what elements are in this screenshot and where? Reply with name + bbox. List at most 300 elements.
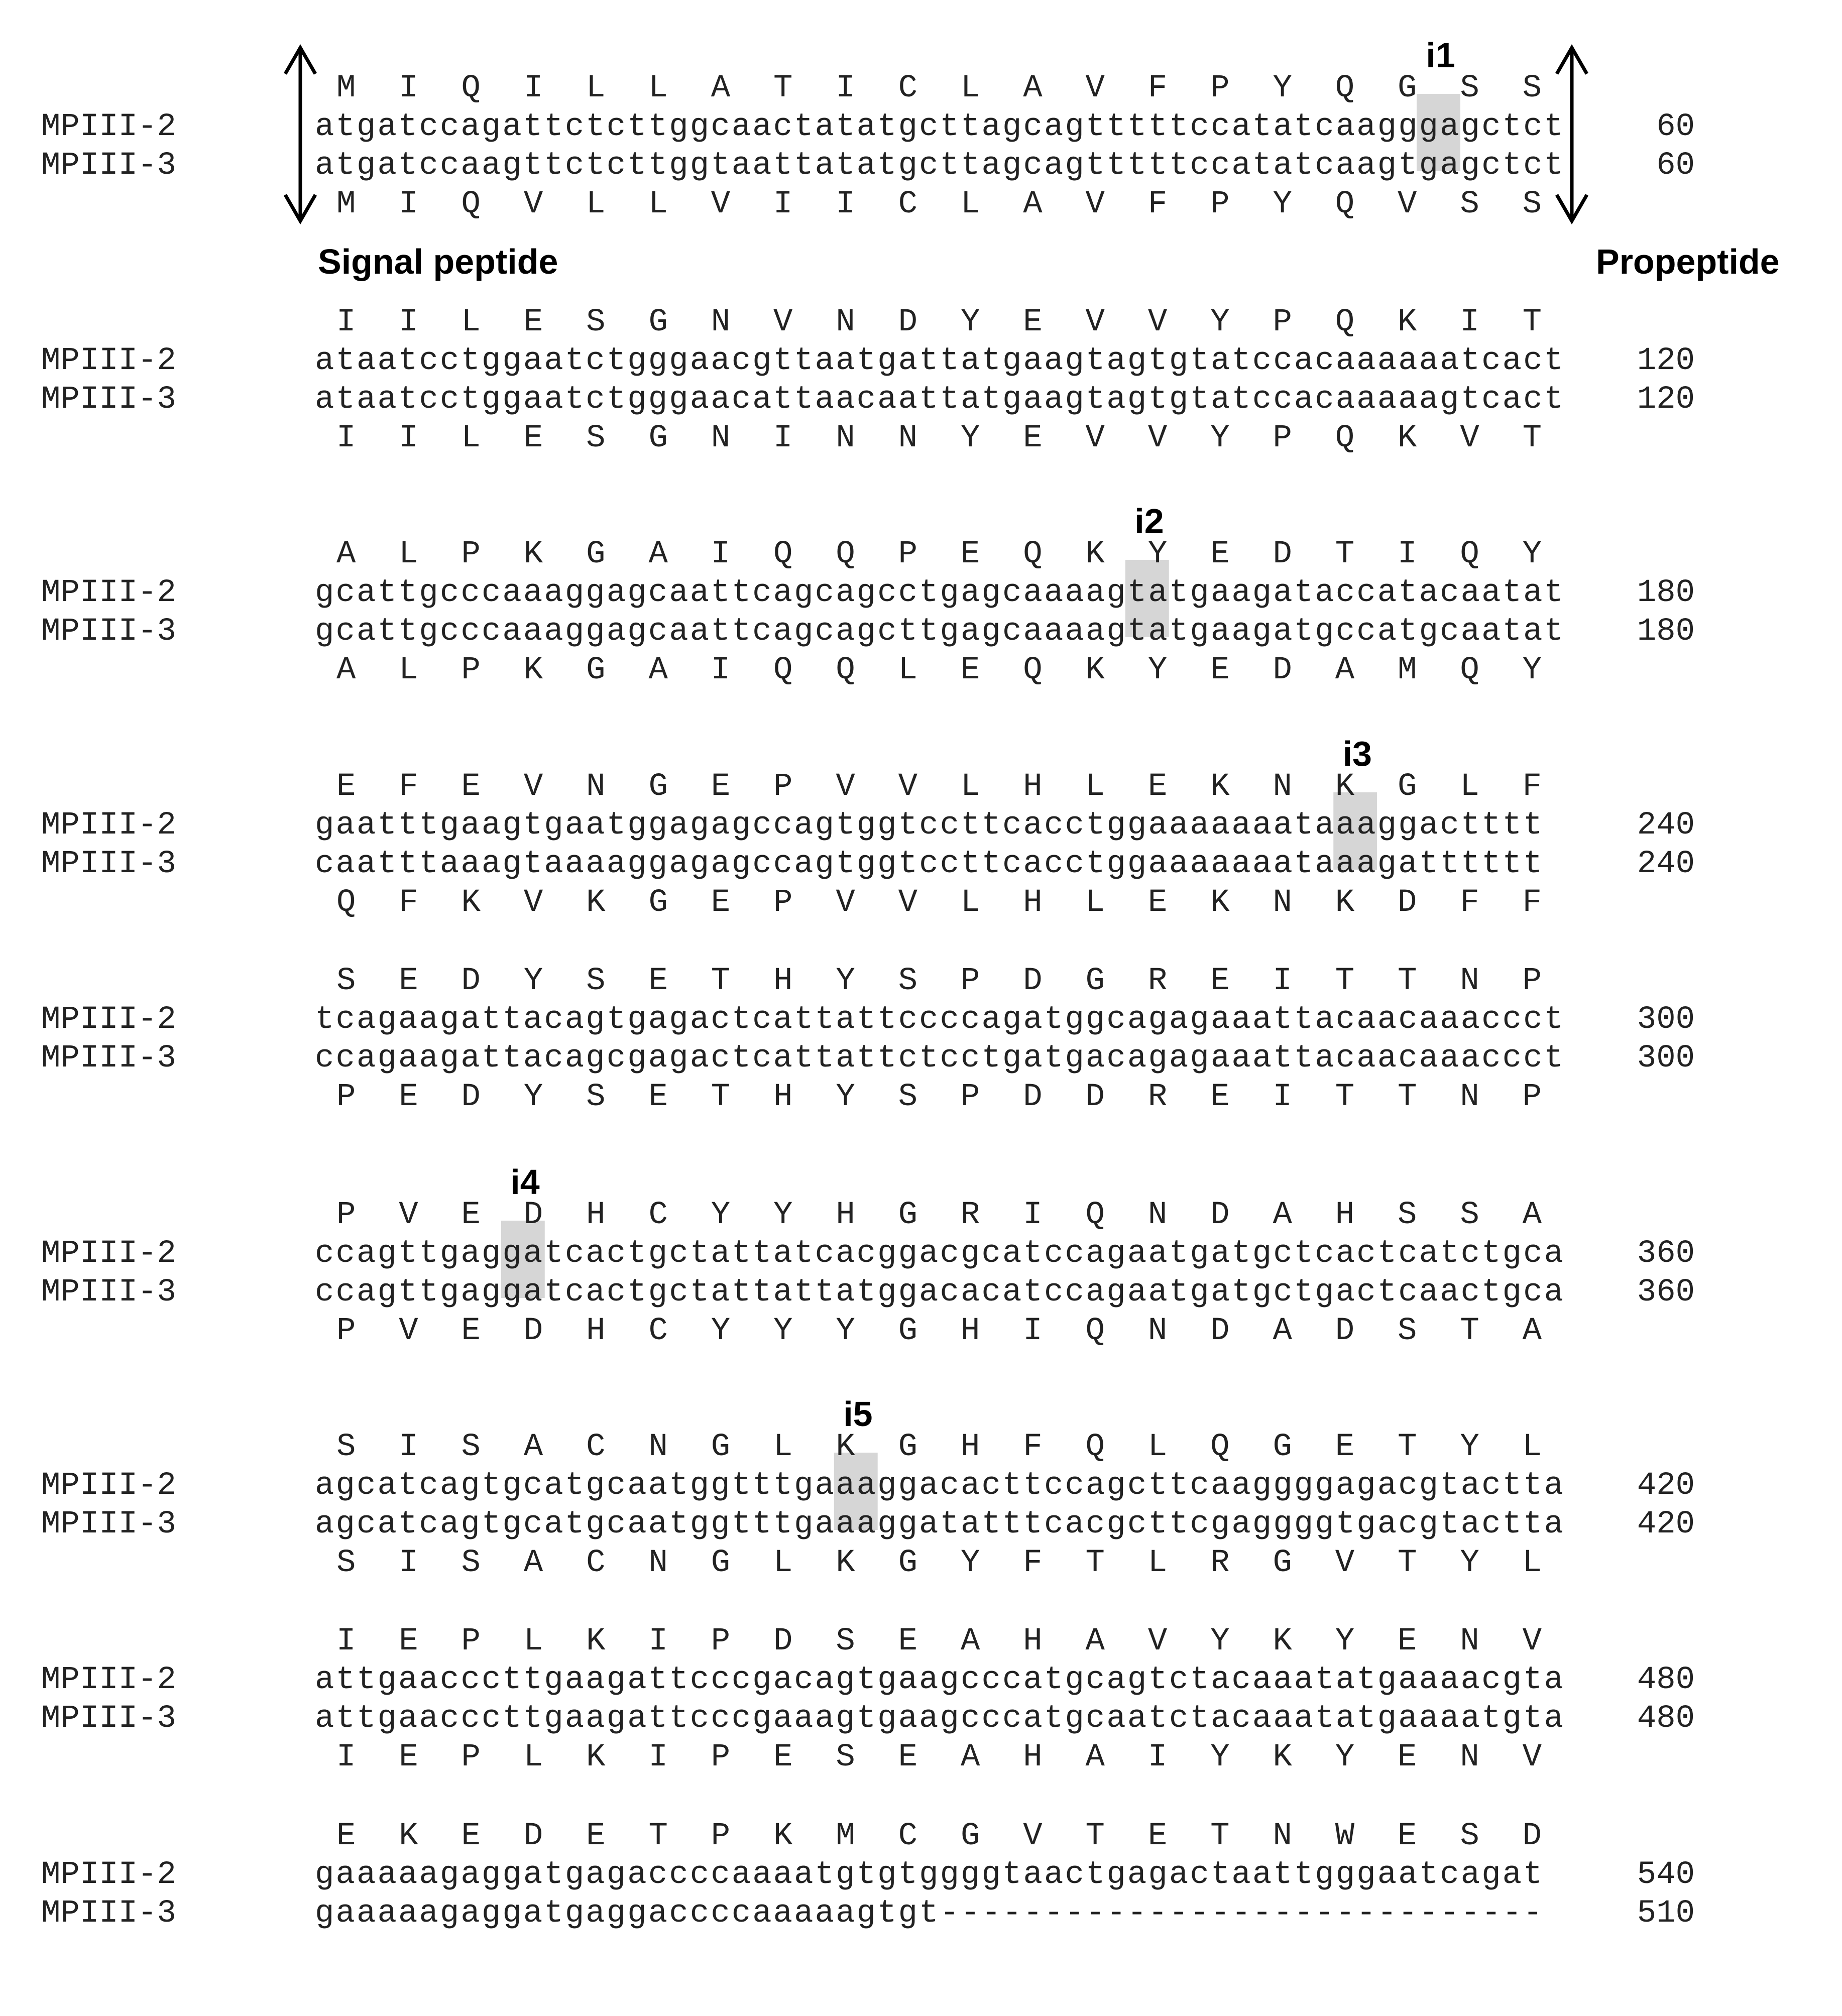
amino-acid: V: [523, 885, 543, 921]
amino-acid-row-bottom: [336, 652, 1542, 688]
amino-acid: A: [960, 1623, 980, 1659]
amino-acid: Y: [1335, 1739, 1355, 1775]
amino-acid: D: [898, 304, 918, 340]
amino-acid: F: [1023, 1429, 1043, 1465]
amino-acid: E: [586, 1818, 606, 1854]
propeptide-label: Propeptide: [1596, 242, 1780, 281]
amino-acid: A: [336, 652, 356, 688]
amino-acid: L: [648, 186, 668, 222]
amino-acid: G: [711, 1545, 731, 1581]
amino-acid: E: [461, 1197, 481, 1233]
amino-acid: V: [836, 885, 855, 921]
amino-acid: V: [523, 186, 543, 222]
amino-acid: K: [523, 652, 543, 688]
nucleotide-sequence: gaaaaagaggatgaggaccccaaaaagtgt-----------------------------: [315, 1895, 1543, 1932]
amino-acid: P: [711, 1623, 731, 1659]
amino-acid: P: [1522, 963, 1542, 999]
amino-acid: P: [461, 652, 481, 688]
amino-acid: P: [461, 1739, 481, 1775]
amino-acid-row-bottom: [336, 1313, 1542, 1349]
amino-acid: S: [1522, 186, 1542, 222]
amino-acid: I: [399, 186, 418, 222]
amino-acid: C: [898, 1818, 918, 1854]
amino-acid: P: [1210, 186, 1230, 222]
amino-acid: K: [773, 1818, 793, 1854]
amino-acid: A: [1085, 1623, 1105, 1659]
amino-acid: H: [1023, 1739, 1043, 1775]
amino-acid: S: [898, 963, 918, 999]
amino-acid: L: [1147, 1545, 1168, 1581]
amino-acid: L: [773, 1429, 793, 1465]
amino-acid: Y: [773, 1197, 793, 1233]
amino-acid: L: [1085, 769, 1105, 805]
alignment-block-5: [41, 963, 1695, 1115]
amino-acid: Q: [1335, 420, 1355, 456]
amino-acid: A: [648, 536, 668, 572]
amino-acid: F: [399, 885, 418, 921]
amino-acid: Y: [1522, 536, 1542, 572]
amino-acid: P: [1273, 420, 1292, 456]
amino-acid: T: [1522, 304, 1542, 340]
amino-acid: C: [898, 186, 918, 222]
amino-acid: S: [836, 1623, 855, 1659]
position-number: 120: [1637, 343, 1695, 379]
amino-acid: S: [586, 963, 606, 999]
amino-acid: Y: [1210, 1739, 1230, 1775]
position-number: 60: [1656, 109, 1695, 145]
nucleotide-sequence: gcattgcccaaaggagcaattcagcagcttgagcaaaagtatgaagatgccatgcaatat: [315, 614, 1563, 650]
amino-acid: D: [1398, 885, 1417, 921]
amino-acid: V: [1085, 70, 1105, 106]
amino-acid: P: [461, 536, 481, 572]
signal-peptide-arrow: [285, 48, 315, 221]
amino-acid: Y: [711, 1197, 731, 1233]
amino-acid: Q: [1085, 1429, 1105, 1465]
amino-acid: Y: [960, 420, 980, 456]
amino-acid: I: [523, 70, 543, 106]
amino-acid: G: [586, 536, 606, 572]
amino-acid: S: [586, 1079, 606, 1115]
sequence-name: MPIII-2: [41, 1662, 176, 1698]
amino-acid: H: [586, 1313, 606, 1349]
amino-acid: K: [461, 885, 481, 921]
amino-acid: I: [1023, 1197, 1043, 1233]
amino-acid: H: [773, 963, 793, 999]
amino-acid: Q: [1023, 652, 1043, 688]
amino-acid: A: [336, 536, 356, 572]
amino-acid: Y: [1460, 1429, 1479, 1465]
amino-acid: G: [960, 1818, 980, 1854]
amino-acid-row-bottom: [336, 1079, 1542, 1115]
amino-acid: I: [399, 304, 418, 340]
amino-acid: D: [461, 963, 481, 999]
amino-acid: H: [960, 1429, 980, 1465]
amino-acid: Y: [773, 1313, 793, 1349]
amino-acid: T: [711, 1079, 731, 1115]
amino-acid: D: [461, 1079, 481, 1115]
amino-acid: G: [898, 1545, 918, 1581]
amino-acid: E: [336, 1818, 356, 1854]
amino-acid: Q: [1085, 1313, 1105, 1349]
alignment-block-3: [41, 502, 1695, 688]
nucleotide-sequence: atgatccagattctcttggcaactatatgcttagcagtttttccatatcaagggagctct: [315, 109, 1563, 145]
amino-acid: K: [1210, 885, 1230, 921]
amino-acid: P: [336, 1079, 356, 1115]
amino-acid: Y: [1522, 652, 1542, 688]
amino-acid: T: [1398, 1429, 1417, 1465]
amino-acid: I: [1023, 1313, 1043, 1349]
nucleotide-sequence: attgaacccttgaagattcccgaaagtgaagcccatgcaatctacaaatatgaaaatgta: [315, 1701, 1563, 1737]
amino-acid: T: [1085, 1545, 1105, 1581]
amino-acid-row-bottom: [336, 885, 1542, 921]
amino-acid: C: [648, 1313, 668, 1349]
amino-acid: T: [1210, 1818, 1230, 1854]
amino-acid: I: [648, 1623, 668, 1659]
amino-acid: D: [773, 1623, 793, 1659]
amino-acid: C: [648, 1197, 668, 1233]
alignment-block-2: [41, 304, 1695, 456]
sequence-name: MPIII-3: [41, 1274, 176, 1311]
sequence-name: MPIII-2: [41, 343, 176, 379]
amino-acid: I: [836, 70, 855, 106]
amino-acid: Q: [461, 186, 481, 222]
amino-acid: H: [586, 1197, 606, 1233]
nucleotide-sequence: ccagaagattacagcgagactcattattctcctgatgacagagaaattacaacaaaccct: [315, 1040, 1563, 1077]
amino-acid: V: [1147, 420, 1168, 456]
nucleotide-sequence: caatttaaagtaaaaggagagccagtggtccttcacctggaaaaaaataaagatttttt: [315, 846, 1543, 882]
amino-acid: S: [1522, 70, 1542, 106]
amino-acid: S: [1398, 1313, 1417, 1349]
amino-acid: E: [1335, 1429, 1355, 1465]
amino-acid: L: [1460, 769, 1479, 805]
amino-acid: V: [1085, 304, 1105, 340]
amino-acid: P: [773, 885, 793, 921]
amino-acid-row-bottom: [336, 186, 1542, 222]
amino-acid: Y: [711, 1313, 731, 1349]
amino-acid-row-top: [336, 304, 1542, 340]
sequence-name: MPIII-2: [41, 575, 176, 611]
amino-acid: Q: [773, 536, 793, 572]
amino-acid: N: [1460, 1079, 1479, 1115]
amino-acid: P: [1522, 1079, 1542, 1115]
amino-acid: T: [1335, 536, 1355, 572]
amino-acid: E: [898, 1623, 918, 1659]
amino-acid: L: [1522, 1429, 1542, 1465]
amino-acid: S: [336, 1429, 356, 1465]
amino-acid: N: [1273, 885, 1292, 921]
amino-acid: E: [1147, 769, 1168, 805]
amino-acid: A: [1023, 70, 1043, 106]
amino-acid: Q: [773, 652, 793, 688]
amino-acid: A: [648, 652, 668, 688]
amino-acid: Y: [1460, 1545, 1479, 1581]
sequence-name: MPIII-3: [41, 382, 176, 418]
amino-acid: V: [1147, 304, 1168, 340]
amino-acid: Y: [836, 1079, 855, 1115]
nucleotide-sequence: ccagttgaggatcactgctattattatggacacatccagaatgatgctgactcaactgca: [315, 1274, 1563, 1311]
amino-acid: S: [336, 1545, 356, 1581]
amino-acid: I: [773, 420, 793, 456]
amino-acid: G: [1398, 70, 1417, 106]
amino-acid: D: [523, 1313, 543, 1349]
amino-acid: N: [1460, 1739, 1479, 1775]
amino-acid: V: [399, 1313, 418, 1349]
position-number: 360: [1637, 1274, 1695, 1311]
nucleotide-sequence: atgatccaagttctcttggtaattatatgcttagcagtttttccatatcaagtgagctct: [315, 148, 1563, 184]
amino-acid: M: [1398, 652, 1417, 688]
amino-acid: E: [1147, 1818, 1168, 1854]
amino-acid: I: [1273, 1079, 1292, 1115]
amino-acid: I: [399, 420, 418, 456]
amino-acid: L: [1522, 1545, 1542, 1581]
amino-acid: Y: [836, 1313, 855, 1349]
amino-acid: L: [461, 304, 481, 340]
sequence-name: MPIII-2: [41, 1002, 176, 1038]
amino-acid: S: [1398, 1197, 1417, 1233]
amino-acid: Q: [336, 885, 356, 921]
amino-acid: V: [1398, 186, 1417, 222]
amino-acid: H: [1023, 769, 1043, 805]
intron-label-i1: i1: [1426, 36, 1455, 75]
sequence-name: MPIII-3: [41, 148, 176, 184]
position-number: 120: [1637, 382, 1695, 418]
nucleotide-sequence: gaatttgaagtgaatggagagccagtggtccttcacctggaaaaaaataaaggactttt: [315, 807, 1543, 844]
amino-acid: I: [1147, 1739, 1168, 1775]
alignment-block-6: [41, 1162, 1695, 1349]
amino-acid: Q: [836, 652, 855, 688]
sequence-name: MPIII-2: [41, 807, 176, 844]
amino-acid: E: [1147, 885, 1168, 921]
amino-acid: H: [960, 1313, 980, 1349]
amino-acid: T: [648, 1818, 668, 1854]
sequence-name: MPIII-3: [41, 614, 176, 650]
amino-acid: T: [711, 963, 731, 999]
amino-acid: D: [1335, 1313, 1355, 1349]
amino-acid: E: [523, 304, 543, 340]
amino-acid: F: [1522, 885, 1542, 921]
amino-acid: I: [836, 186, 855, 222]
amino-acid: V: [399, 1197, 418, 1233]
amino-acid: S: [898, 1079, 918, 1115]
amino-acid: A: [711, 70, 731, 106]
amino-acid: A: [1023, 186, 1043, 222]
amino-acid-row-top: [336, 536, 1542, 572]
amino-acid-row-bottom: [336, 1739, 1542, 1775]
position-number: 240: [1637, 807, 1695, 844]
amino-acid: S: [1460, 1818, 1479, 1854]
amino-acid: I: [1273, 963, 1292, 999]
intron-label-i2: i2: [1134, 502, 1164, 541]
amino-acid: T: [1335, 963, 1355, 999]
amino-acid: V: [773, 304, 793, 340]
amino-acid: K: [1273, 1739, 1292, 1775]
nucleotide-sequence: gaaaaagaggatgagaccccaaaatgtgtggggtaactgagactaattgggaatcagat: [315, 1857, 1543, 1893]
nucleotide-sequence: gcattgcccaaaggagcaattcagcagcctgagcaaaagtatgaagataccatacaatat: [315, 575, 1563, 611]
amino-acid: N: [836, 420, 855, 456]
amino-acid: E: [1398, 1623, 1417, 1659]
amino-acid: D: [1085, 1079, 1105, 1115]
amino-acid: F: [1023, 1545, 1043, 1581]
position-number: 240: [1637, 846, 1695, 882]
amino-acid: V: [1023, 1818, 1043, 1854]
amino-acid: G: [711, 1429, 731, 1465]
amino-acid: I: [336, 1623, 356, 1659]
amino-acid: Y: [1147, 652, 1168, 688]
amino-acid: I: [1460, 304, 1479, 340]
amino-acid: P: [336, 1313, 356, 1349]
amino-acid: N: [648, 1429, 668, 1465]
amino-acid: L: [399, 652, 418, 688]
amino-acid: L: [461, 420, 481, 456]
intron-label-i4: i4: [510, 1162, 540, 1202]
amino-acid: Y: [1335, 1623, 1355, 1659]
amino-acid: E: [1398, 1818, 1417, 1854]
amino-acid: R: [960, 1197, 980, 1233]
amino-acid: N: [711, 304, 731, 340]
amino-acid: N: [1273, 1818, 1292, 1854]
amino-acid: L: [586, 70, 606, 106]
amino-acid: E: [523, 420, 543, 456]
amino-acid: L: [898, 652, 918, 688]
amino-acid: F: [399, 769, 418, 805]
position-number: 420: [1637, 1468, 1695, 1504]
amino-acid: T: [1398, 963, 1417, 999]
amino-acid: K: [1398, 304, 1417, 340]
amino-acid: A: [960, 1739, 980, 1775]
amino-acid: E: [461, 1818, 481, 1854]
amino-acid: F: [1147, 186, 1168, 222]
amino-acid: T: [1398, 1545, 1417, 1581]
amino-acid: L: [399, 536, 418, 572]
amino-acid: M: [836, 1818, 855, 1854]
amino-acid: E: [1210, 1079, 1230, 1115]
amino-acid: Q: [1335, 186, 1355, 222]
amino-acid: G: [898, 1197, 918, 1233]
alignment-block-7: [41, 1394, 1695, 1581]
amino-acid: L: [648, 70, 668, 106]
amino-acid: Q: [1085, 1197, 1105, 1233]
amino-acid: L: [523, 1623, 543, 1659]
position-number: 180: [1637, 614, 1695, 650]
amino-acid: K: [399, 1818, 418, 1854]
amino-acid: G: [648, 885, 668, 921]
amino-acid: D: [1522, 1818, 1542, 1854]
amino-acid: L: [960, 70, 980, 106]
amino-acid: E: [461, 1313, 481, 1349]
amino-acid: P: [773, 769, 793, 805]
amino-acid: L: [1147, 1429, 1168, 1465]
amino-acid: T: [1460, 1313, 1479, 1349]
amino-acid: D: [1210, 1313, 1230, 1349]
amino-acid: H: [1335, 1197, 1355, 1233]
amino-acid: E: [336, 769, 356, 805]
amino-acid: G: [648, 304, 668, 340]
amino-acid: I: [1398, 536, 1417, 572]
amino-acid: Q: [1460, 536, 1479, 572]
intron-label-i3: i3: [1342, 734, 1372, 773]
amino-acid: E: [399, 963, 418, 999]
sequence-name: MPIII-2: [41, 1468, 176, 1504]
sequence-name: MPIII-2: [41, 1236, 176, 1272]
amino-acid: A: [1522, 1313, 1542, 1349]
amino-acid: A: [1273, 1197, 1292, 1233]
amino-acid-row-bottom: [336, 1545, 1542, 1581]
amino-acid: P: [1210, 70, 1230, 106]
sequence-name: MPIII-3: [41, 1506, 176, 1543]
amino-acid: V: [1460, 420, 1479, 456]
amino-acid: L: [523, 1739, 543, 1775]
nucleotide-sequence: ataatcctggaatctgggaacgttaatgattatgaagtagtgtatccacaaaaaatcact: [315, 343, 1563, 379]
amino-acid: Q: [836, 536, 855, 572]
sequence-name: MPIII-3: [41, 846, 176, 882]
amino-acid: V: [898, 769, 918, 805]
amino-acid: P: [711, 1739, 731, 1775]
amino-acid: M: [336, 186, 356, 222]
amino-acid: L: [960, 186, 980, 222]
amino-acid: K: [836, 1545, 855, 1581]
amino-acid: T: [1085, 1818, 1105, 1854]
amino-acid: G: [1273, 1545, 1292, 1581]
amino-acid: E: [399, 1739, 418, 1775]
amino-acid: P: [898, 536, 918, 572]
amino-acid: V: [1522, 1739, 1542, 1775]
amino-acid: V: [1085, 420, 1105, 456]
nucleotide-sequence: ccagttgaggatcactgctattatcacggacgcatccagaatgatgctcactcatctgca: [315, 1236, 1563, 1272]
amino-acid: K: [586, 1739, 606, 1775]
amino-acid: A: [523, 1545, 543, 1581]
amino-acid: E: [960, 536, 980, 572]
amino-acid: K: [1398, 420, 1417, 456]
amino-acid: F: [1522, 769, 1542, 805]
amino-acid: H: [836, 1197, 855, 1233]
amino-acid: I: [711, 652, 731, 688]
amino-acid: N: [1460, 1623, 1479, 1659]
sequence-name: MPIII-3: [41, 1040, 176, 1077]
amino-acid: V: [523, 769, 543, 805]
amino-acid: G: [1273, 1429, 1292, 1465]
amino-acid: Q: [461, 70, 481, 106]
amino-acid: I: [399, 1545, 418, 1581]
position-number: 360: [1637, 1236, 1695, 1272]
amino-acid: Y: [523, 1079, 543, 1115]
amino-acid: P: [461, 1623, 481, 1659]
alignment-block-4: [41, 734, 1695, 921]
amino-acid: D: [1023, 963, 1043, 999]
amino-acid: Q: [1210, 1429, 1230, 1465]
amino-acid-row-top: [336, 1429, 1542, 1465]
amino-acid: R: [1147, 963, 1168, 999]
amino-acid: E: [648, 1079, 668, 1115]
amino-acid: S: [1460, 186, 1479, 222]
amino-acid: Q: [1023, 536, 1043, 572]
amino-acid: N: [586, 769, 606, 805]
amino-acid: K: [836, 1429, 855, 1465]
amino-acid: A: [1522, 1197, 1542, 1233]
amino-acid: T: [1398, 1079, 1417, 1115]
amino-acid: G: [898, 1429, 918, 1465]
amino-acid: S: [1460, 70, 1479, 106]
amino-acid: I: [336, 304, 356, 340]
amino-acid: V: [1147, 1623, 1168, 1659]
amino-acid: W: [1335, 1818, 1355, 1854]
amino-acid: T: [773, 70, 793, 106]
amino-acid: N: [1147, 1313, 1168, 1349]
amino-acid: D: [1210, 1197, 1230, 1233]
amino-acid: E: [960, 652, 980, 688]
amino-acid-row-top: [336, 1623, 1542, 1659]
amino-acid: D: [1023, 1079, 1043, 1115]
amino-acid: I: [399, 70, 418, 106]
